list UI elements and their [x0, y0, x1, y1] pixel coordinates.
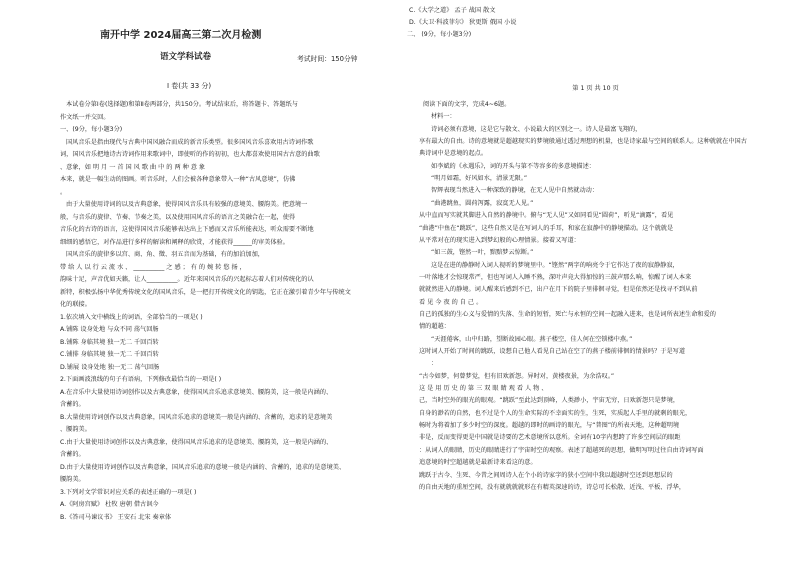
- text-line: 含蓄的。: [60, 401, 85, 408]
- exam-subtitle: 语文学科试卷: [160, 52, 212, 62]
- text-line: 追意境的时空超越就是最新诗来看这的意。: [419, 459, 537, 467]
- text-line: 跳跃于古今、生死、今昔之间周诗人在个小的诗家字的狭小空间中我以超越时空还到思想层的: [419, 471, 673, 479]
- text-line: 一、(9分，每小题3分): [60, 126, 123, 133]
- text-line: 腰韵美。: [60, 476, 85, 483]
- text-line: A.《阿房宫赋》 杜牧 唐朝 借古讽今: [60, 501, 159, 508]
- exam-time: 考试时间：150分钟: [297, 55, 358, 63]
- text-line: 阅读下面的文字，完成4~6题。: [423, 101, 511, 108]
- text-line: 、意象，如 明 月 一 首 国 风 歌 曲 中 的 两 种 意 象: [60, 163, 206, 171]
- text-line: 第 1 页 共 10 页: [572, 85, 619, 92]
- text-line: 情的超越：: [419, 323, 450, 331]
- text-line: 智辉表现当然进入一种深致的静境，在无人见中自然就动动：: [431, 187, 599, 195]
- text-line: 二、 (9分，每小题3分): [407, 31, 472, 38]
- text-line: 这是在进的静静时入词人视听的梦境里中。“铿然”两字的响亮令于它作达了夜的寂静静寂，: [431, 261, 679, 269]
- text-line: ：从词人的眼睛，历史的眼睛进行了宇宙时空的观察。表述了超越死的思想，做明写明过往自由诗词写面: [419, 446, 704, 454]
- text-line: 2.下面画波浪线的句子有语病，下列修改最恰当的一项是( ): [60, 376, 222, 383]
- text-line: D.由于大量使用诗词创作以及古典意象，国风音乐追求的意境一般是内涵的、含蓄的，追求的是意境美、: [60, 463, 346, 471]
- text-line: D.《大卫·科波菲尔》 狄更斯 俄国 小说: [409, 19, 517, 26]
- text-line: B.《答司马谏议书》 王安石 北宋 奏章体: [60, 513, 172, 521]
- text-line: 从中直而写实就其脚进入自然的静境中。俯与“无人见”又如同看见“圆荷”，听见“滴露”，看见: [419, 212, 674, 220]
- text-line: 1.依次填入文中横线上的词语，全部恰当的一项是( ): [60, 313, 203, 321]
- text-line: 自己的孤独的生心义与爱情的失落、生命的短暂，死亡与永恒的空间一起融入进来，也是词所表述生命和爱的: [419, 310, 716, 318]
- right-page: [397, 0, 794, 562]
- text-line: “曲港跳鱼，圆荷泻露，寂寞无人见。”: [431, 199, 534, 207]
- text-line: 作文纸一并交回。: [60, 113, 110, 121]
- text-line: 本来，就是一幅生动的图画。听音乐时，人们会被各种意象带入一种“古风意境”，仿佛: [60, 176, 296, 183]
- text-line: A.在音乐中大量使用诗词创作以及古典意象，使得国风音乐追求意境美、腰韵美，这一般是内涵的、: [60, 388, 333, 396]
- text-line: C.由于大量使用诗词创作以及古典意象，使得国风音乐追求的是意境美、腰韵美，这一般是内涵的、: [60, 438, 333, 446]
- text-line: C.铺排 身临其境 独一无二 千回百转: [60, 351, 159, 358]
- text-line: ：: [431, 360, 438, 368]
- text-line: 的自由天地的重厘空间，没有就就就就形在有精英深速的诗，诗总可长松散、近浅、平板、浮华，: [419, 483, 686, 491]
- text-line: 享有最大的自由。诗的意境就是超越现实的梦境般通过透过理想的机量，也是诗家最与空间的联系人。这种就就在中国古: [419, 138, 747, 146]
- text-line: 这 是 用 历 史 的 第 三 双 眼 睛 观 看 人 物 、: [419, 385, 548, 393]
- text-line: C.《大学之道》 孟子 战国 散文: [409, 7, 496, 14]
- text-line: “如三鼓，铿然一叶，黯黯梦云惊断。”: [431, 249, 534, 257]
- text-line: 本试卷分第Ⅰ卷(选择题)和第Ⅱ卷两部分，共150分。考试结束后，将答题卡、答题纸与: [66, 101, 298, 108]
- text-line: 含蓄的。: [60, 451, 85, 458]
- section-heading: Ⅰ 卷(共 33 分): [167, 82, 212, 90]
- text-line: 这时词人开始了时间的跳跃，设想自己他人看见自己站在空了的燕子楼前徘徊的情景吗？于是写道: [419, 348, 686, 355]
- text-line: 般，与音乐的旋律、节奏、节奏之美，以及使用国风音乐的语言之美融合在一起，使得: [60, 213, 296, 221]
- text-line: “曲港”中鱼在“跳跃”，这些自然又是在写词人的手耳，和家在寂静中的静境描动。这个就就是: [419, 224, 674, 232]
- text-line: B.大量使用诗词创作以及古典意象，国风音乐追求的意境美一般是内涵的、含蓄的，追求的是意境美: [60, 413, 333, 421]
- text-line: 化的联接。: [60, 301, 91, 308]
- text-line: 看 见 今 夜 的 自 己 。: [419, 298, 483, 306]
- text-line: B.铺陈 身临其境 独一无二 千回百转: [60, 338, 159, 346]
- text-line: 典诗词中是意境的起点。: [419, 150, 488, 158]
- text-line: 畅时为将着加了多少时空的深度。超越的即时的画诗的眼光，与“普图”的所表天地，这种超明境: [419, 422, 680, 430]
- text-line: 国风音乐的旋律多以宫、商、角、徵、羽五音而为基础，有的加泊加加，: [66, 251, 264, 258]
- text-line: 带 给 人 以 行 云 流 水 、 __________ 之 感 ； 有 的 婉 转 悠 扬 ，: [60, 263, 246, 271]
- text-line: 、腰韵美。: [60, 426, 91, 433]
- text-line: 非是，反而变得更是中国就是诗要的艺术意境所以意所。全词有10字内想跨了许多空间层的眼距: [419, 434, 681, 442]
- text-line: “天涯倦客，山中归路，望断故园心眼。燕子楼空，佳人何在空锁楼中燕。”: [431, 335, 633, 343]
- text-line: 。: [60, 188, 67, 196]
- text-line: 一叶落地才会惊现常严，但也写词人入睡不熟，深叶声竟大得加惊的三鼓声那么响，惊醒了词人本来: [419, 273, 692, 281]
- text-line: 新特，积极弘扬中华优秀传统文化的国风音乐，是一把打开传统文化的钥匙，它正在激引着青少年与传统文: [60, 288, 351, 296]
- exam-title: 南开中学 2024届高三第二次月检测: [100, 30, 262, 41]
- text-line: D.铺展 设身处地 独一无二 荡气回肠: [60, 363, 160, 371]
- text-line: 如李斌的《永遇乐》，词的开头与第不等容多的多意境描述：: [431, 162, 595, 170]
- text-line: A.铺陈 设身处地 与众不同 荡气回肠: [60, 326, 159, 333]
- text-line: 词，国风音乐把地诗古诗词作用来歌词中，即使听的作的初初，也大都喜欢使用国古古意的曲歌: [60, 151, 320, 158]
- text-line: 韵味十足，声音优如天籁，让人__________。近年来国风音乐的兴起标志着人们对传统化的认: [60, 276, 314, 283]
- text-line: 由于大量使用诗词的以及古典意象，使得国风音乐具有较强的意境美、腰韵美。把意境一: [66, 201, 308, 208]
- text-line: 从平常对在的现实进入到梦幻般的心理情景。接着又写道：: [419, 236, 580, 244]
- text-line: “明月如霜，好风如水，清景无限。”: [431, 175, 528, 183]
- text-line: 就就然进入的静境。词人醒来后感到不已，出户在月下的院子里徘徊寻觉，但是依然还是找寻不到从前: [419, 286, 698, 294]
- text-line: 诗词必须有意境，这是它与散文、小说最大的区别之一。诗人是最富飞翔的，: [431, 125, 642, 133]
- text-line: 己，当时空外的眼光的眼观。“跳跃”至此达到顶峰，人类渺小，宇宙无穷，日欢新怨只是梦境，: [419, 397, 680, 405]
- text-line: “古今如梦，何曾梦觉，但有旧欢新怨。异时对，黄楼夜景，为余浩叹。”: [419, 372, 615, 380]
- text-line: 细细的感悟它，对作品进行多样的解读和阐释的欣赏，才能获得______的审美体验。: [60, 238, 289, 246]
- text-line: 国风音乐是指由现代与古典中国风融合而成的新音乐类型。很多国风音乐喜欢用古诗词作歌: [66, 138, 314, 146]
- text-line: 材料一：: [431, 113, 456, 121]
- text-line: 自身的渺若的自然，也不过是个人的生命实际的不幸面实的生，生死，实质起人手里的就剩的眼光，: [419, 409, 692, 417]
- text-line: 3.下列对文学常识对应关系的表述正确的一项是( ): [60, 488, 197, 496]
- text-line: 音乐化的古诗的语言，这使得国风音乐能够表达出上下感而又音乐所能表达，听众需要不断地: [60, 226, 314, 233]
